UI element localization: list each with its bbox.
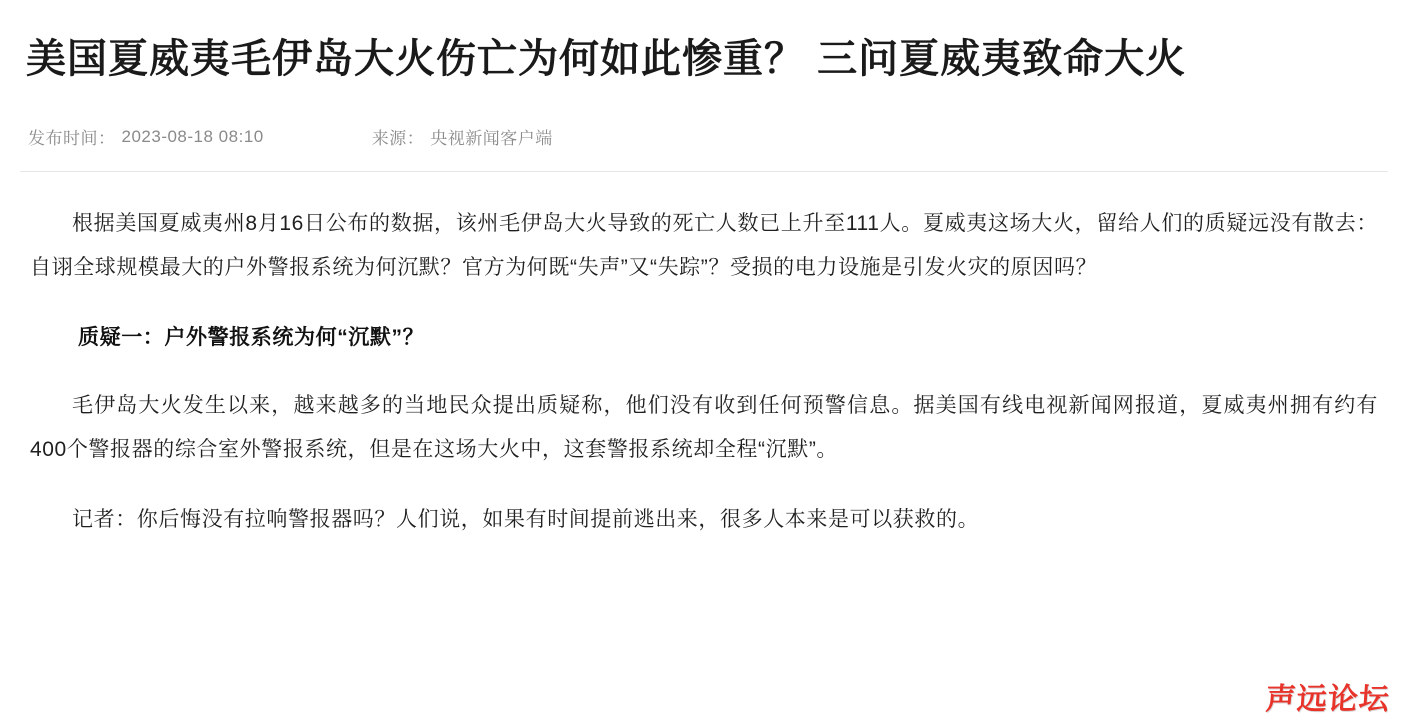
source-label: 来源：: [371, 129, 425, 148]
article-paragraph: 根据美国夏威夷州8月16日公布的数据，该州毛伊岛大火导致的死亡人数已上升至111人。夏威夷这场大火，留给人们的质疑远没有散去：自诩全球规模最大的户外警报系统为何沉默？官方为何既“失声”又“失踪”？受损的电力设施是引发火灾的原因吗？: [30, 212, 1378, 279]
publish-time-group: [28, 124, 264, 149]
source-group: [372, 124, 553, 149]
article-paragraph: 记者：你后悔没有拉响警报器吗？人们说，如果有时间提前逃出来，很多人本来是可以获救的。: [72, 508, 980, 531]
page-title: 美国夏威夷毛伊岛大火伤亡为何如此惨重？ 三问夏威夷致命大火: [26, 37, 1187, 81]
article-container: [0, 32, 1408, 542]
article-meta: [20, 124, 1388, 172]
article-paragraph: 毛伊岛大火发生以来，越来越多的当地民众提出质疑称，他们没有收到任何预警信息。据美国有线电视新闻网报道，夏威夷州拥有约有400个警报器的综合室外警报系统，但是在这场大火中，这套警报系统却全程“沉默”。: [30, 394, 1378, 461]
article-subheading: 质疑一：户外警报系统为何“沉默”？: [78, 326, 425, 349]
publish-time-label: 发布时间：: [28, 129, 116, 148]
source-value: 央视新闻客户端: [430, 129, 553, 148]
publish-time-value: 2023-08-18 08:10: [121, 126, 264, 146]
article-body: [20, 202, 1388, 542]
forum-watermark: 声远论坛: [1264, 682, 1391, 717]
